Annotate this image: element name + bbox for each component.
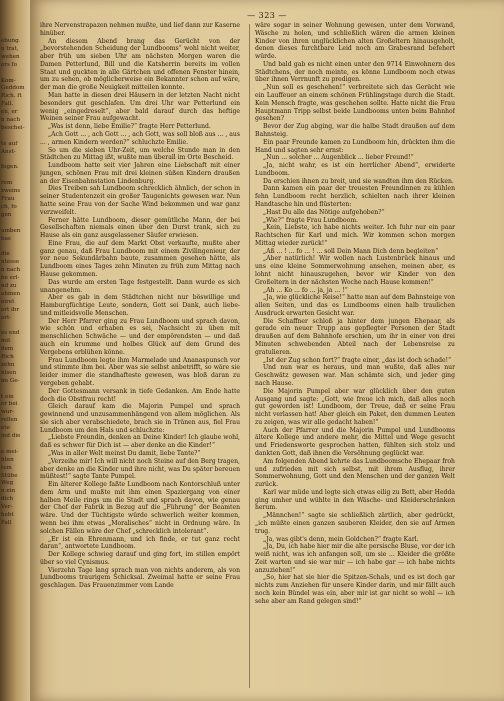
gutter-fragment: n nach: [1, 117, 21, 123]
paragraph: Der Herr Pfarrer ging zu Frau Lundboom und sprach davon, wie schön und erhaben es sei, Nachsicht zu üben mit menschlichen Schwäche — und der empörendsten — und daß auch ein krumme und holbes Glück auf dem Grund des Vergebens erblühen könne.: [40, 317, 240, 356]
paragraph: Das wurde am ersten Tage festgestellt. Dann wurde es sich unangenehm.: [40, 278, 240, 294]
gutter-fragment: er bei: [1, 401, 18, 408]
paragraph: „Ach Gott ... , ach Gott ... , ach Gott, was soll bloß aus ... , aus ... , armen Kindern werden?“ schluchzte Emilie.: [40, 130, 240, 146]
gutter-fragment: en, er: [1, 109, 18, 116]
gutter-fragment: mit: [1, 338, 11, 345]
gutter-fragment: zehn: [1, 361, 15, 368]
gutter-fragment: bas: [1, 235, 11, 242]
paragraph: Ein älterer Kollege faßte Lundboom nach Kontorschluß unter dem Arm und mußte mit ihm einen Spaziergang von einer halben Meile rings um die Stadt und sprach davon, wie genau der Chef der Fabrik in Bezug auf die „Führung“ der Beamten wäre. Und der Tüchtigste würde schwerlich weiter kommen, wenn bei ihm etwas „Moralisches“ nicht in Ordnung wäre. In solchen Fällen wäre der Chef „schrecklich intolerant“.: [40, 481, 240, 535]
paragraph: „Er ist ein Ehrenmann, und ich finde, er tut ganz recht daran“, antwortete Lundboom.: [40, 535, 240, 551]
paragraph: „Hast Du alle das Nötige aufgehoben?“: [263, 208, 385, 216]
gutter-fragment: hten: [1, 456, 14, 463]
paragraph: Bevor der Zug abging, war die halbe Stadt draußen auf dem Bahnsteig.: [255, 123, 455, 138]
paragraph: „Ja, Du, ich habe hier mir die alte persische Bluse, vor der ich weiß nicht, was ich anfangen soll, um sie ... Kleider die größte Zeit warten und sie war mir — ich habe gar — ich habe nichts anzuziehen!“: [255, 543, 455, 574]
gutter-fragment: e mei-: [1, 448, 19, 455]
paragraph: „Nun soll es geschehen!“ verbreitete sich das Gerücht wie ein Lauffeuer an einem schönen Frühlingstage durch die Stadt. Kein Mensch fragte, was geschehen sollte. Hatte nicht die Frau Hauptmann Tripp selbst beide Lundbooms unten beim Bahnhof gesehen?: [255, 84, 455, 123]
paragraph: Da erschien ihnen zu breit, und sie wandten ihm den Rücken.: [263, 177, 454, 185]
gutter-fragment: ahmen: [1, 290, 21, 297]
gutter-fragment: gen: [1, 211, 12, 218]
paragraph: Karl war müde und legte sich etwas eilig zu Bett, aber Hedda ging umher und wühlte in den Wäsche- und Kleiderschränken herum.: [255, 488, 455, 512]
paragraph: „Liebste Freundin, denken an Deine Kinder! Ich glaube wohl, daß es schwer für Dich ist — aber denke an die Kinder!“: [40, 434, 240, 450]
gutter-fragment: u trat,: [1, 45, 19, 52]
paragraph: „Ja, was gibt's denn, mein Goldchen?“ fragte Karl.: [263, 535, 419, 543]
gutter-fragment: Frau: [1, 196, 15, 202]
gutter-fragment: be erl-: [1, 275, 20, 281]
gutter-fragment: Fall.: [1, 101, 14, 108]
paragraph: „Kein, Liebste, ich habe nichts weiter. Ich fuhr nur ein paar Rachtschen für Karl und mich. Wir kommen schon morgen Mittag wieder zurück!“: [255, 224, 455, 247]
paragraph: Ein paar Freunde kamen zu Lundboom hin, drückten ihm die Hand und sagten sehr ernst:: [255, 138, 455, 154]
gutter-fragment: Ver-: [1, 504, 13, 511]
gutter-fragment: ert-: [1, 314, 12, 321]
gutter-fragment: n nach: [1, 267, 21, 274]
gutter-fragment: Stübe: [1, 472, 18, 479]
gutter-fragment: Geddom: [1, 85, 25, 92]
paragraph: So um die sieben Uhr-Zeit, um welche Stunde man in den Städtchen zu Mittag ißt, wußte man überall im Orte Bescheid.: [40, 146, 240, 162]
paragraph: „Wie?“ fragte Frau Lundboom.: [263, 216, 359, 224]
gutter-fragment: Kom-: [1, 77, 16, 84]
paragraph: „Was in aller Welt meinst Du damit, liebe Tante?“: [48, 449, 201, 457]
gutter-fragment: ntesse: [1, 259, 20, 266]
gutter-fragment: ete: [1, 425, 10, 432]
gutter-fragment: ert ibr: [1, 306, 20, 313]
gutter-fragment: dem: [1, 346, 14, 353]
gutter-fragment: umben: [1, 227, 21, 234]
gutter-fragment: es end: [1, 330, 20, 337]
paragraph: „Männchen!“ sagte sie schließlich zärtlich, aber gedrückt, „ich müßte einen ganzen sauberen Kleider, den sie auf Armen trug.: [255, 512, 455, 535]
gutter-fragment: n ein: [1, 488, 16, 495]
paragraph: „Nun ... solcher ... Augenblick ... lieber Freund!“: [263, 154, 414, 162]
column-divider: [249, 24, 250, 688]
paragraph: Eine Frau, die auf dem Markt Obst verkaufte, mußte aber ganz genau, daß Frau Lundboom mit einem Zivilingenieur, der vor neue Sekundärbahn baute, zusammen gesehen hätte, als Lundboom eines Tages zehn Minuten zu früh zum Mittag nach Hause gekommen.: [40, 239, 240, 278]
gutter-fragment: Weg: [1, 480, 14, 487]
paragraph: Vierzehn Tage lang sprach man von nichts anderem, als von Lundbooms traurigem Schicksal. Zweimal hatte er seine Frau geschlagen. Das Frauenzimmer vom Lande: [40, 566, 240, 590]
paragraph: An diesem Abend brang das Gerücht von der „bevorstehenden Scheidung der Lundbooms“ wohl nicht weiter, aber früh um sieben Uhr am nächsten Morgen waren die Damen Petterlund, Bill und die Katsherrin bereits im vollen Staat und guckten in alle Gärtchen und offenen Fenster hinein, um zu sehen, ob möglicherweise ein Bekannter schon auf wäre, der man die große Neuigkeit mitteilen konnte.: [40, 37, 240, 92]
paragraph: „Ist der Zug schon fort?“ fragte einer, „das ist doch schade!“: [263, 356, 452, 364]
gutter-fragment: eiret: [1, 298, 15, 305]
paragraph: Die Majorin Pumpel aber war glücklich über den guten Ausgang und sagte: „Gott, wie freue ich mich, daß alles noch gut geworden ist! Lundboom, der Treue, daß er seine Frau nicht verlassen hat! Aber gleich ein Paket, den dummen Leuten zu zeigen, was wir alle gedacht haben!“: [255, 387, 455, 426]
paragraph: Und nun war es heraus, und man wußte, daß alles nur Geschwätz gewesen war. Man schämte sich, und jeder ging nach Hause.: [255, 364, 455, 387]
binding-gutter: [0, 0, 30, 701]
paragraph: Frau Lundboom legte ihm Marmelade und Ananaspunsch vor und stimmte ihm bei. Aber was sie selbst anbetrifft, so wäre sie leider immer die standhafteste gewesen, was bloß daran zu vergeben gehabt.: [40, 356, 240, 387]
paragraph: „Aber natürlich! Wir wollen nach Lustenbrück hinaus und uns eine kleine Sommerwohnung ansehen, meinen aber, es lohnt nicht hinauszugehen, bevor wir Kinder von den Großeltern in der nächsten Woche nach Hause kommen!“: [255, 255, 455, 286]
gutter-fragment: ers fo: [1, 61, 18, 68]
paragraph: Gleich darauf kam die Majorin Pumpel und sprach gewinnend und unzusammenhängend von allem möglichen. Als sie sich aber verabschiedete, brach sie in Tränen aus, fiel Frau Lundboom um den Hals und schluchzte:: [40, 403, 240, 434]
paragraph: „So, hier hat sie hier die Spitzen-Schals, und es ist doch gar nichts zum Anziehen für unsere Kinder darin, und mir fällt auch noch kein Bündel was ein, aber mir ist gar nicht so wohl — ich sehe aber am Rand gelegen sind!“: [255, 574, 455, 605]
gutter-fragment: ebung.: [1, 38, 21, 44]
paragraph: „Ah ... Ko ... fo ... ja, ja ... !“: [263, 286, 348, 294]
gutter-fragment: beschei-: [1, 124, 25, 131]
paragraph: „Aß ... ! ... fo ... ! ... soll Dein Mann Dich denn begleiten“: [263, 247, 439, 255]
paragraph: Der Gottesmann versank in tiefe Gedanken. Am Ende hatte doch die Obstfrau recht!: [40, 387, 240, 403]
paragraph: „Was ist denn, liebe Emilie?“ fragte Herr Petterlund.: [48, 123, 211, 131]
gutter-fragment: Rich. ft: [1, 93, 22, 100]
gutter-fragment: nd zu: [1, 282, 17, 289]
paragraph: Aber es gab in dem Städtchen nicht nur böswillige und Hamburgfüchtige Leute, sondern, Gott sei Dank, auch liebe- und mitleidsvolle Menschen.: [40, 294, 240, 317]
paragraph: Auch der Pfarrer und die Majorin Pumpel und Lundbooms ältere Kollege und andere mehr, die Mittel und Wege gesucht und Friedensworte gesprochen hatten, fühlten sich stolz und dankten Gott, daß ihnen die Versöhnung geglückt war.: [255, 426, 455, 457]
gutter-fragment: dich: [1, 496, 14, 503]
paragraph: „Ja, nicht wahr, es ist ein herrlicher Abend“, erwiderte Lundboom.: [255, 162, 455, 177]
paragraph: Man hatte in diesen drei Häusern in der letzten Nacht nicht besonders gut geschlafen. Um drei Uhr war Petterlund ein wenig „eingedreselt“, aber bald darauf durch das heftige Weinen seiner Frau aufgewacht.: [40, 92, 240, 123]
gutter-fragment: rellen: [1, 417, 18, 424]
left-column: [40, 22, 240, 690]
gutter-fragment: Anst-: [1, 148, 16, 155]
paragraph: Die Schaffner schloß ja hinter dem jungen Ehepaar, als gerade ein neuer Trupp aus gepflegter Personen der Stadt draußen auf dem Bahnhofe erschien, um ihr in einer von drei Minuten schwebenden Abteil nach der Lebensreise zu gratulieren.: [255, 317, 455, 356]
gutter-fragment: ch, fo: [1, 203, 17, 210]
paragraph: Ferner hätte Lundboom, dieser gemütliche Mann, der bei Gesellschaften niemals einen über den Durst trank, sich zu Hause als ein ganz ausgelassener Säufer erwiesen.: [40, 216, 240, 240]
page-number: — 323 —: [247, 11, 287, 20]
paragraph: wäre sogar in seiner Wohnung gewesen, unter dem Vorwand, Wäsche zu holen, und schließlich wären die armen kleinen Kinder von ihren unglücklichen alten Großeltern hinausgeholt, denen dieses furchtbare Leid noch am Grabesrand befehert würde.: [255, 22, 455, 61]
paragraph: Und bald gab es nicht einen unter den 9714 Einwohnern des Städtchens, der noch meinte, es könne Lundboom noch etwas über ihnen Verrnunft zu predigen.: [255, 60, 455, 84]
gutter-fragment: rem: [1, 180, 13, 187]
paragraph: „Ja, wie glückliche Reise!“ hatte man auf dem Bahnsteige von allen Seiten, und das es Lundbooms einen halb traulichen Ausdruck erwarten Gesicht war.: [255, 294, 455, 317]
right-column: [255, 22, 455, 690]
gutter-fragment: te auf: [1, 140, 18, 147]
book-page: [30, 0, 504, 701]
paragraph: Lundboom hatte seit vier Jahren eine Liebschaft mit einer jungen, schönen Frau mit drei kleinen süßen Kindern draußen an der Eisenbahnstation Lindenburg.: [40, 162, 240, 185]
gutter-fragment: Fall: [1, 519, 12, 526]
gutter-fragment: wur-: [1, 409, 14, 416]
gutter-fragment: nisen: [1, 369, 17, 376]
gutter-fragment: im Ge-: [1, 377, 20, 384]
gutter-fragment: hebt: [1, 512, 14, 518]
paragraph: Dann kamen ein paar der treuesten Freundinnen zu kühlen fehn Lundboom recht herzlich, schielten nach ihrer kleinen Handtasche hin und flüsterten:: [255, 185, 455, 208]
gutter-fragment: tem: [1, 464, 12, 471]
paragraph: Am folgenden Abend kehrte das Lundboomsche Ehepaar froh und zufrieden mit sich selbst, mit ihrem Ausflug, ihrer Sommerwohnung, Gott und den Menschen und der ganzen Welt zurück.: [255, 457, 455, 489]
gutter-fragment: Rich: [1, 354, 14, 360]
gutter-fragment: ind die: [1, 433, 21, 439]
paragraph: „Verzeihe mir! Ich will nicht noch Steine auf den Berg tragen, aber denke an die Kinder und ihre nicht, was Du später bereuen müßtest!“ sagte Tante Pumpel.: [40, 457, 240, 481]
gutter-fragment: die: [1, 251, 10, 258]
gutter-fragment: zweins: [1, 188, 21, 195]
gutter-fragment: fogen.: [1, 164, 19, 171]
paragraph: ihre Nervenstrapazen nehmen mußte, und lief dann zur Kaserne hinüber.: [40, 22, 240, 37]
paragraph: Dies Treiben sah Lundboom schrecklich ähnlich, der schon in seiner Studentenzeit ein großer Taugenichts gewesen war. Nun hatte seine Frau von der Sache Wind bekommen und war ganz verzweifelt.: [40, 185, 240, 216]
gutter-fragment: wehen: [1, 53, 20, 60]
gutter-fragment: t ein: [1, 393, 14, 400]
paragraph: Der Kollege schwieg darauf und ging fort, im stillen empört über so viel Cynismus.: [40, 551, 240, 566]
